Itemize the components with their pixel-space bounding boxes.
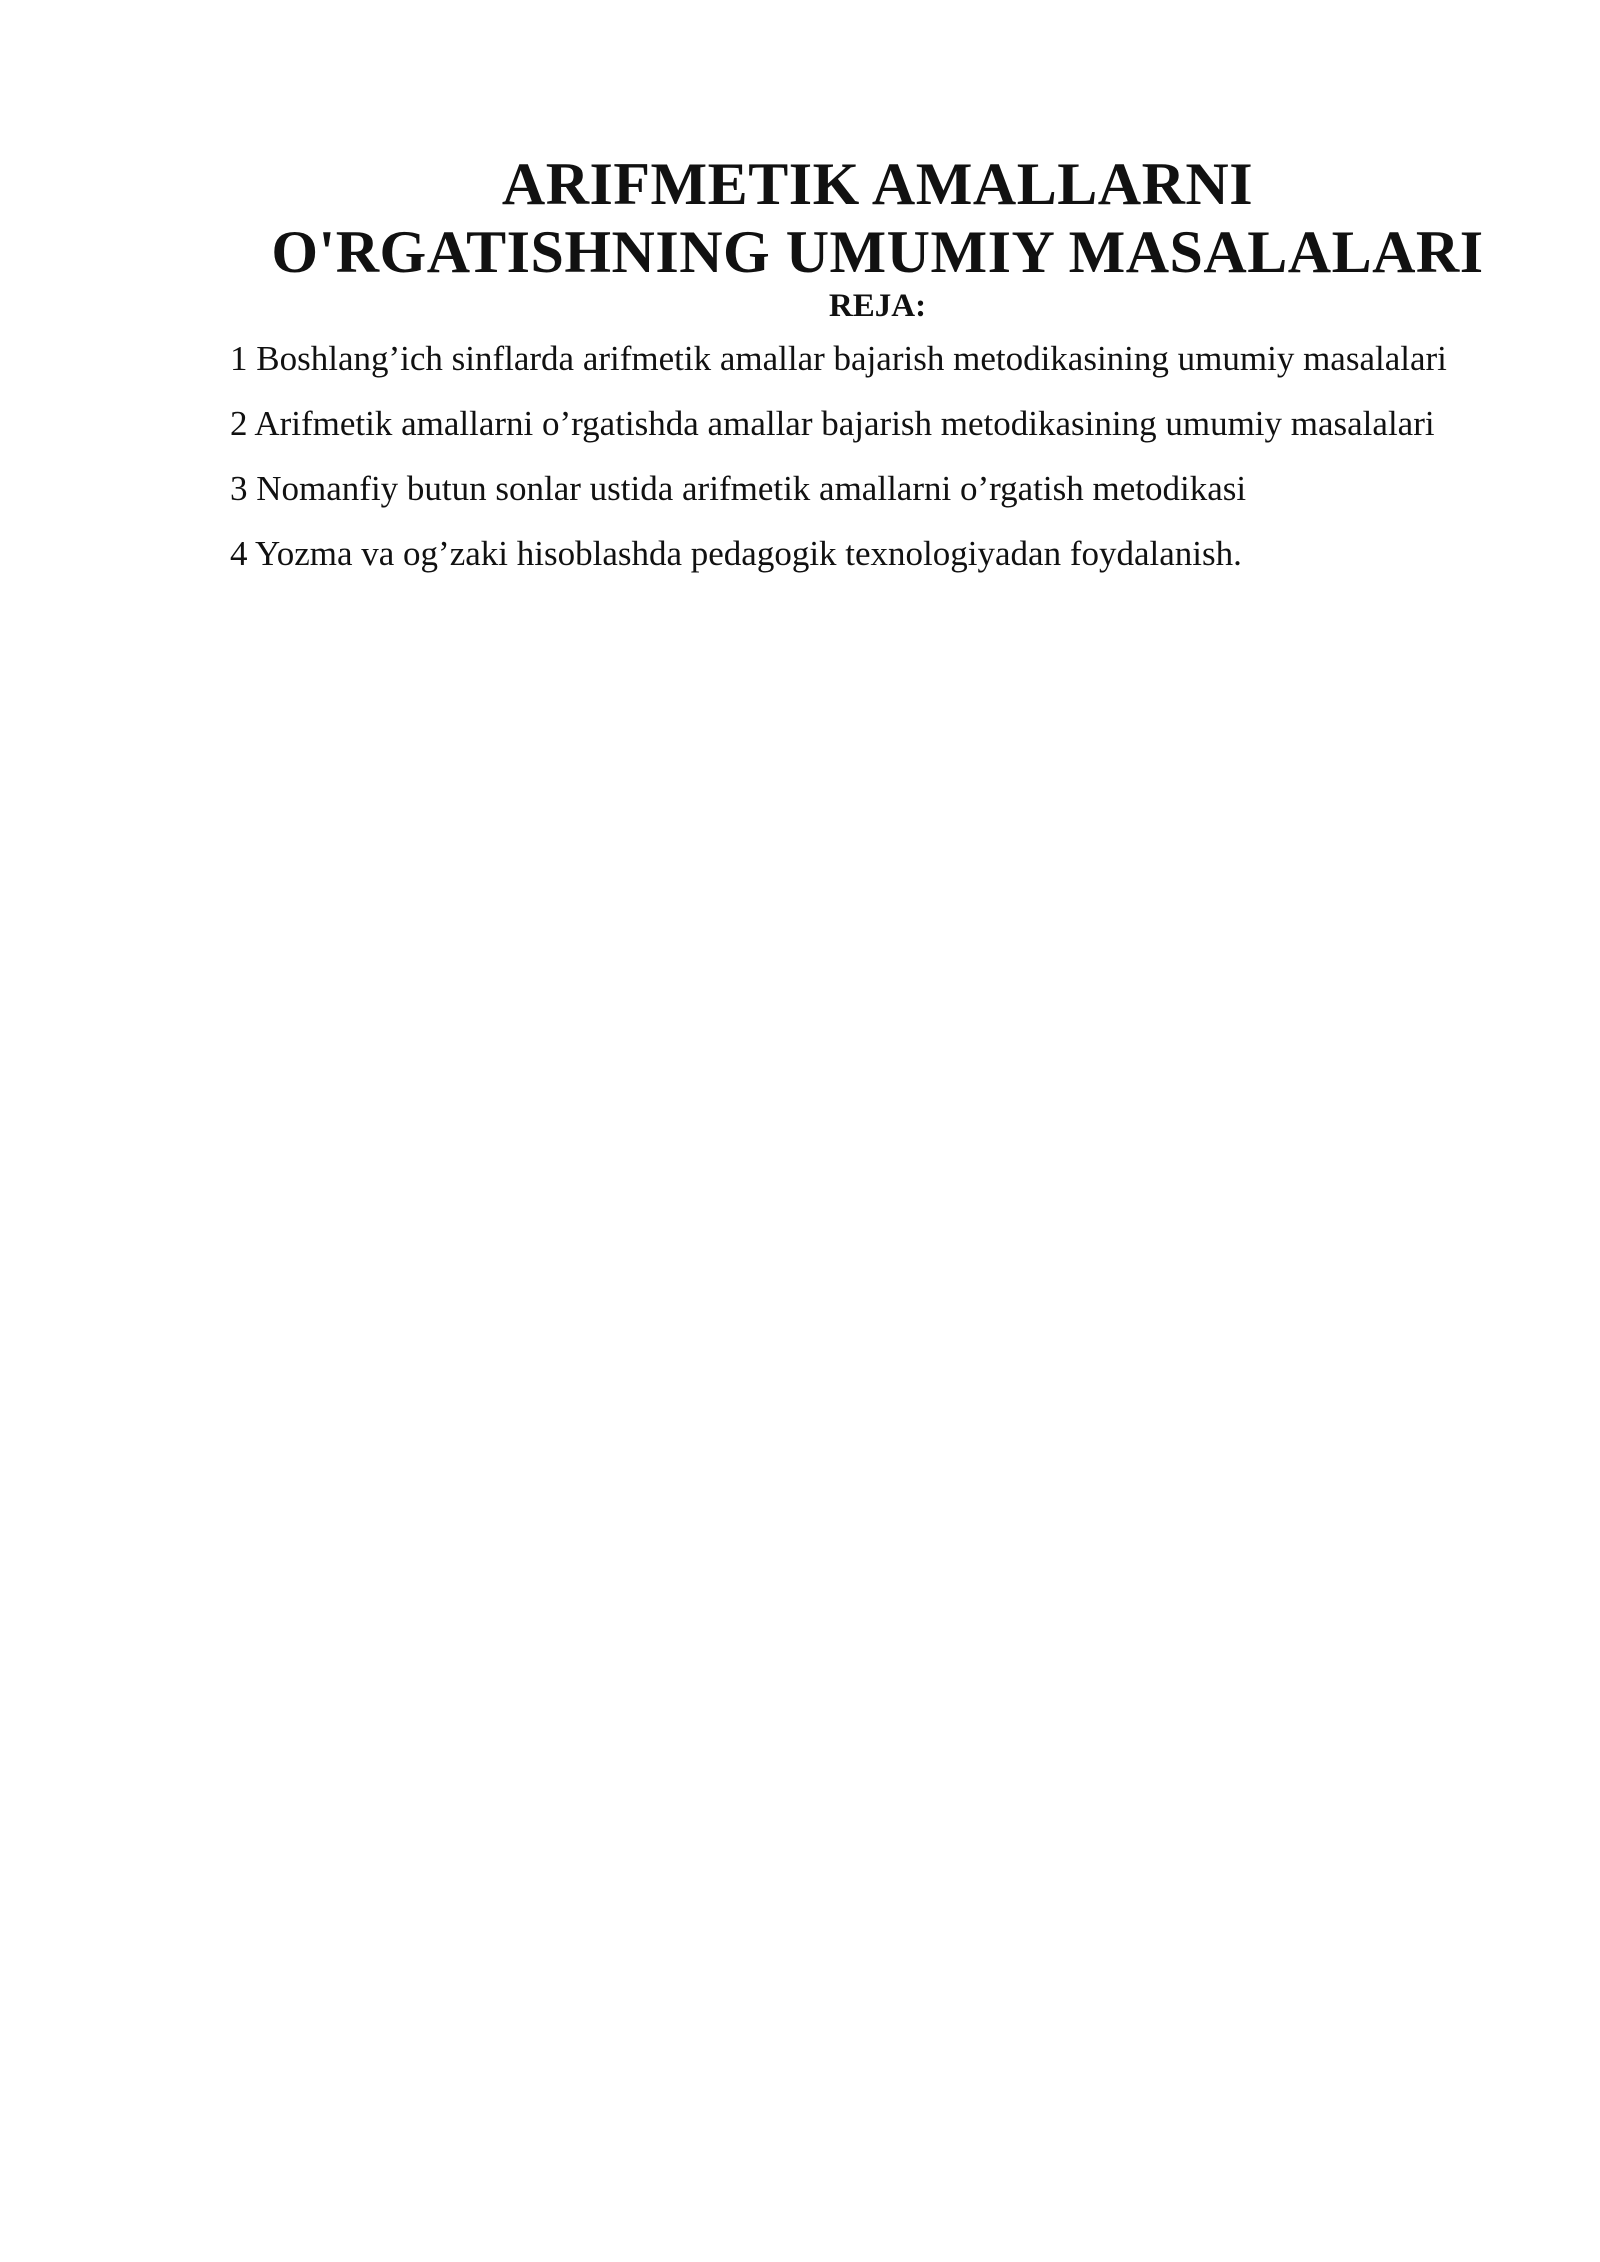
plan-item-4: 4 Yozma va og’zaki hisoblashda pedagogik texnologiyadan foydalanish.: [230, 534, 1242, 573]
plan-list: [230, 326, 1525, 586]
document-title-line-1: ARIFMETIK AMALLARNI: [501, 151, 1254, 217]
plan-item-3: 3 Nomanfiy butun sonlar ustida arifmetik amallarni o’rgatish metodikasi: [230, 469, 1247, 508]
plan-item-1: 1 Boshlang’ich sinflarda arifmetik amallar bajarish metodikasining umumiy masalalari: [230, 339, 1447, 378]
plan-item-2: 2 Arifmetik amallarni o’rgatishda amallar bajarish metodikasining umumiy masalalari: [230, 404, 1435, 443]
document-title: [230, 150, 1525, 286]
plan-heading: REJA:: [828, 288, 927, 324]
page-content: [230, 150, 1525, 586]
document-title-line-2: O'RGATISHNING UMUMIY MASALALARI: [271, 219, 1484, 285]
